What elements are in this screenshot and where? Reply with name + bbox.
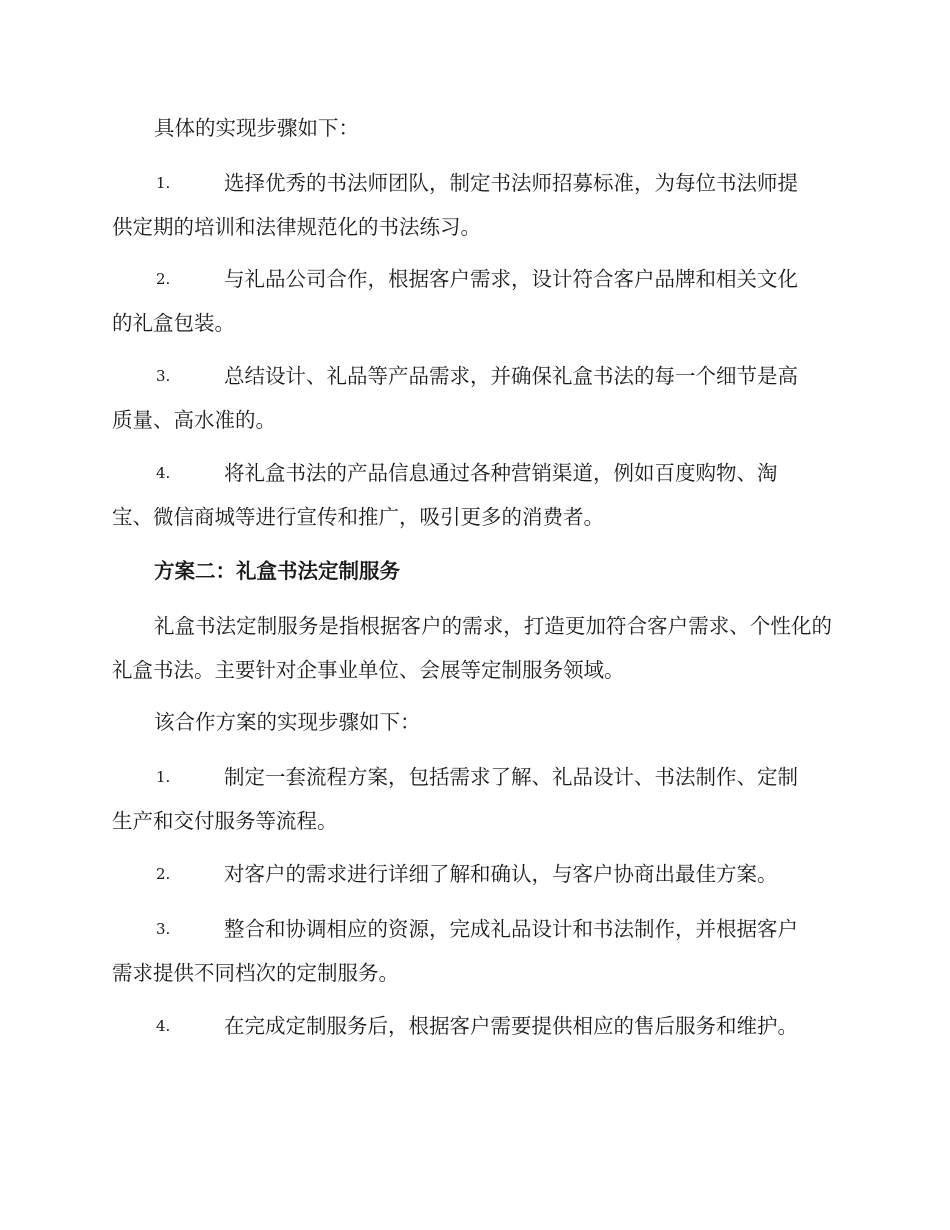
list-item [112, 907, 832, 995]
list-item-text-continued: 生产和交付服务等流程。 [112, 809, 338, 833]
list-item-text: 将礼盒书法的产品信息通过各种营销渠道，例如百度购物、淘 [224, 461, 778, 485]
list-item-text: 总结设计、礼品等产品需求，并确保礼盒书法的每一个细节是高 [224, 364, 798, 388]
list-item [112, 161, 832, 249]
list-item-text: 选择优秀的书法师团队，制定书法师招募标准，为每位书法师提 [224, 171, 798, 195]
list-item-number: 3. [156, 920, 171, 938]
list-item-number: 4. [156, 1017, 171, 1035]
intro-paragraph: 具体的实现步骤如下： [154, 116, 359, 140]
list-item-text: 对客户的需求进行详细了解和确认，与客户协商出最佳方案。 [224, 862, 778, 886]
list-item-number: 2. [156, 270, 171, 288]
list-item-text-continued: 质量、高水准的。 [112, 408, 276, 432]
list-item-number: 4. [156, 464, 171, 482]
list-item [112, 852, 832, 896]
list-item-number: 2. [156, 865, 171, 883]
list-item [112, 755, 832, 843]
list-item-text-continued: 宝、微信商城等进行宣传和推广，吸引更多的消费者。 [112, 505, 604, 529]
list-item-number: 3. [156, 367, 171, 385]
list-item-number: 1. [156, 768, 171, 786]
list-item-text-continued: 需求提供不同档次的定制服务。 [112, 961, 399, 985]
list-item [112, 354, 832, 442]
list-item-text: 整合和协调相应的资源，完成礼品设计和书法制作，并根据客户 [224, 917, 798, 941]
list-item [112, 1004, 832, 1048]
intro-paragraph-2: 该合作方案的实现步骤如下： [154, 710, 421, 734]
description-paragraph: 礼盒书法定制服务是指根据客户的需求，打造更加符合客户需求、个性化的礼盒书法。主要针对企事业单位、会展等定制服务领域。 [112, 614, 832, 682]
list-item-text: 与礼品公司合作，根据客户需求，设计符合客户品牌和相关文化 [224, 267, 798, 291]
list-item-text-continued: 的礼盒包装。 [112, 311, 235, 335]
list-item-text: 在完成定制服务后，根据客户需要提供相应的售后服务和维护。 [224, 1014, 798, 1038]
list-item [112, 257, 832, 345]
list-item-text: 制定一套流程方案，包括需求了解、礼品设计、书法制作、定制 [224, 765, 798, 789]
list-item [112, 451, 832, 539]
list-item-number: 1. [156, 174, 171, 192]
section-heading: 方案二：礼盒书法定制服务 [154, 559, 400, 583]
list-item-text-continued: 供定期的培训和法律规范化的书法练习。 [112, 215, 481, 239]
